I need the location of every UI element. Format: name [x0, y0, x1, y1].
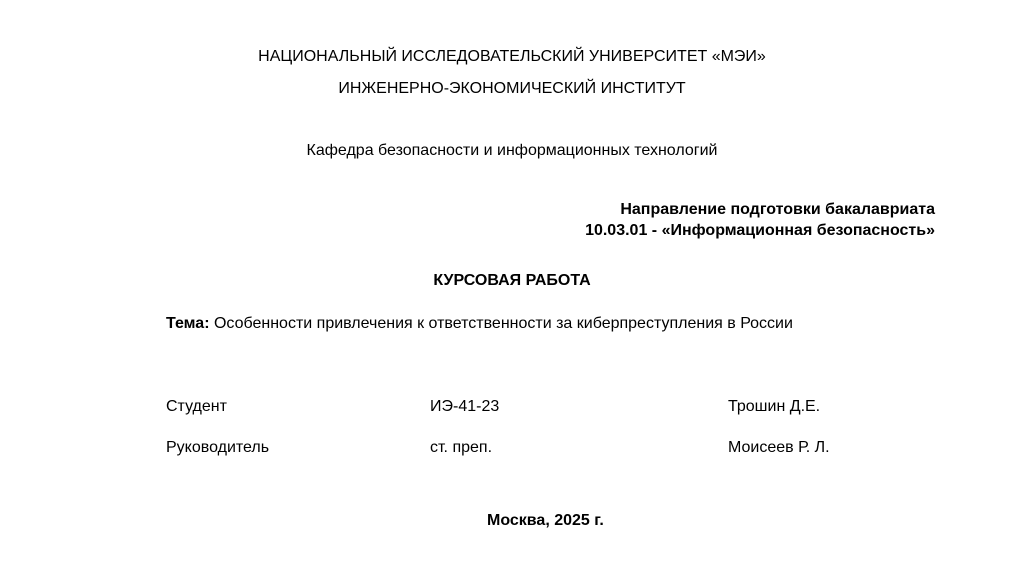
- supervisor-role: Руководитель: [166, 439, 270, 456]
- student-group: ИЭ-41-23: [430, 398, 500, 415]
- supervisor-name: Моисеев Р. Л.: [728, 439, 830, 456]
- university-name: НАЦИОНАЛЬНЫЙ ИССЛЕДОВАТЕЛЬСКИЙ УНИВЕРСИТЕТ «МЭИ»: [258, 48, 766, 65]
- topic-label: Тема:: [166, 315, 210, 332]
- supervisor-title: ст. преп.: [430, 439, 493, 456]
- direction-line-2: 10.03.01 - «Информационная безопасность»: [585, 222, 935, 239]
- topic-text: Особенности привлечения к ответственности за киберпреступления в России: [213, 315, 793, 332]
- work-type: КУРСОВАЯ РАБОТА: [433, 272, 591, 289]
- institute-name: ИНЖЕНЕРНО-ЭКОНОМИЧЕСКИЙ ИНСТИТУТ: [338, 80, 686, 97]
- topic-line: [166, 314, 793, 334]
- department-name: Кафедра безопасности и информационных технологий: [306, 142, 718, 159]
- student-name: Трошин Д.Е.: [728, 398, 821, 415]
- city-year: Москва, 2025 г.: [487, 512, 604, 529]
- student-role: Студент: [166, 398, 227, 415]
- direction-line-1: Направление подготовки бакалавриата: [620, 201, 935, 218]
